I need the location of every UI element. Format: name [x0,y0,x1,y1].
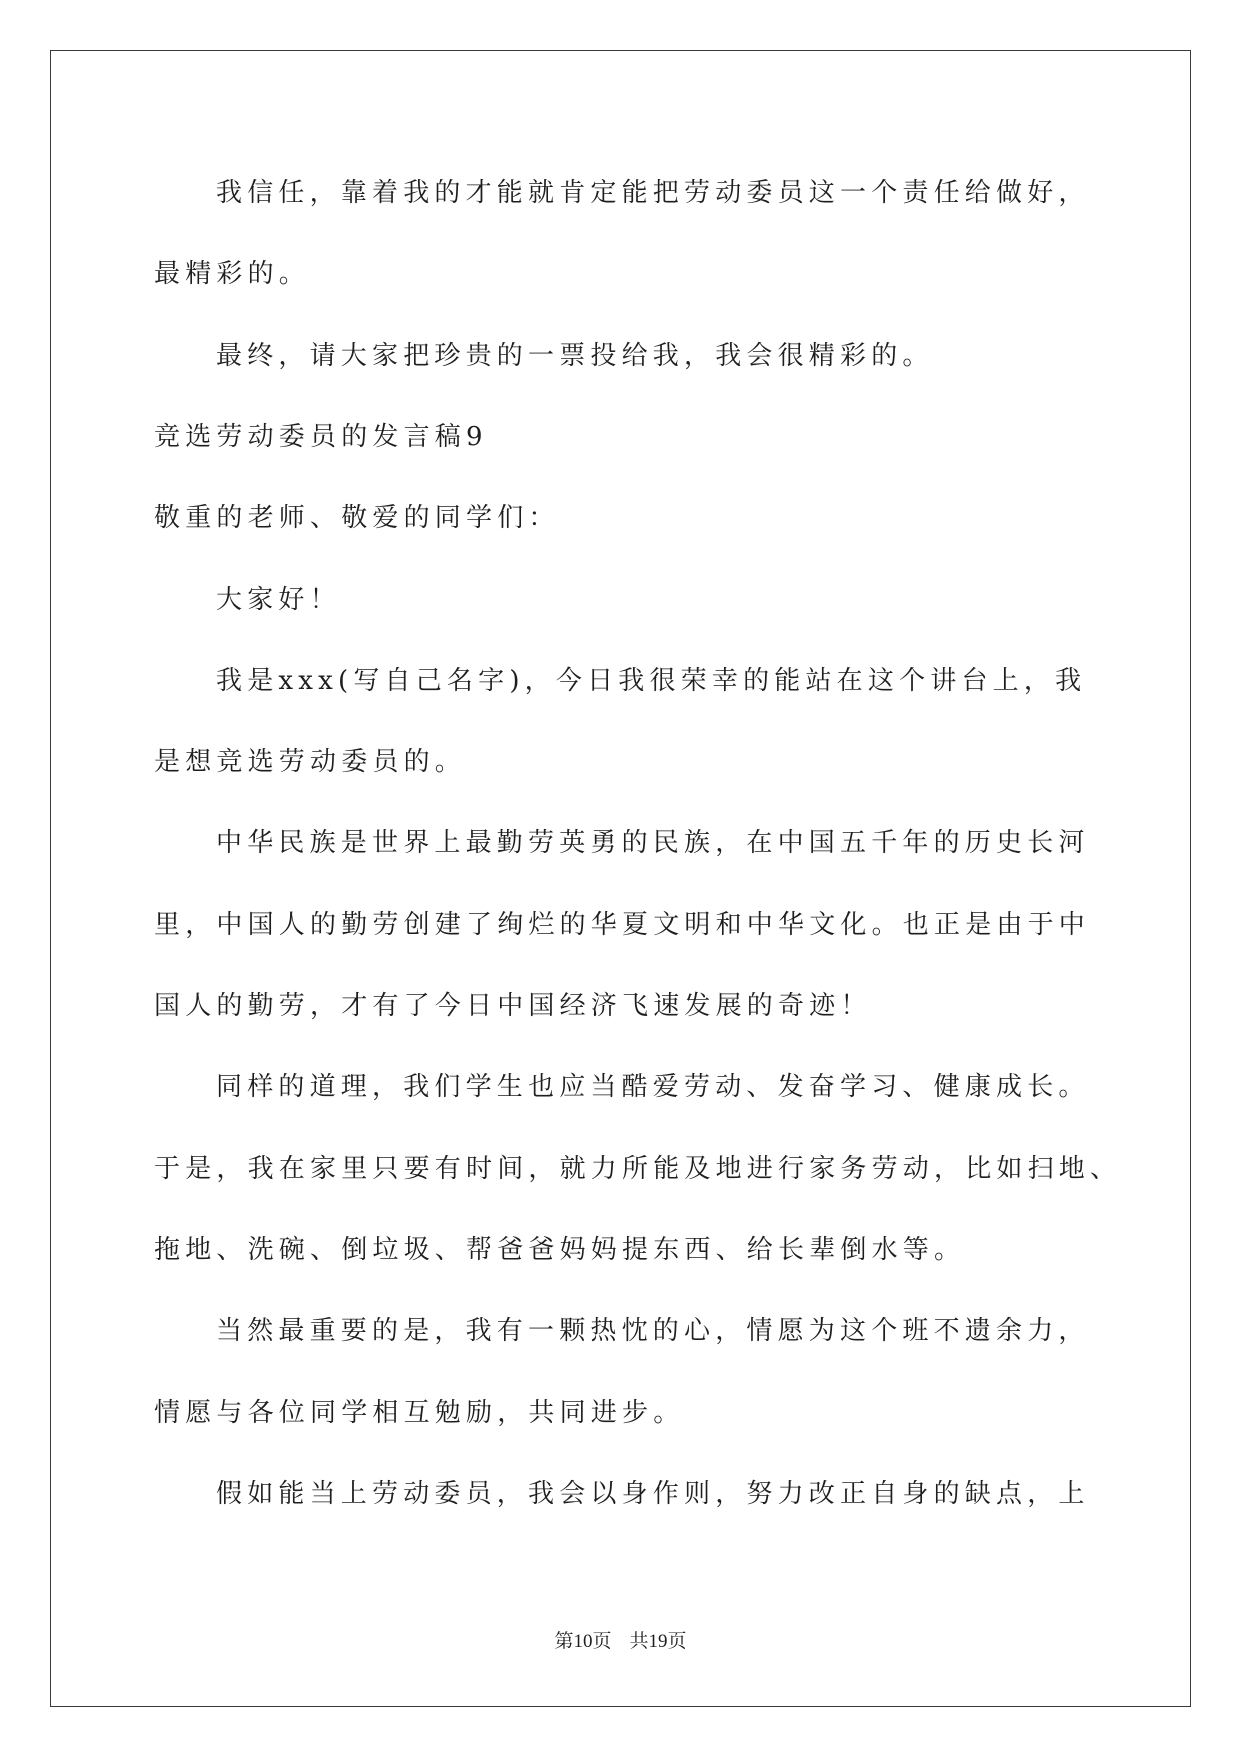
current-page-number: 第10页 [554,1631,612,1652]
paragraph-line: 里，中国人的勤劳创建了绚烂的华夏文明和中华文化。也正是由于中 [154,910,1091,940]
paragraph-line: 我是xxx(写自己名字)，今日我很荣幸的能站在这个讲台上，我 [216,666,1087,696]
paragraph-line: 中华民族是世界上最勤劳英勇的民族，在中国五千年的历史长河 [216,828,1090,858]
total-page-count: 共19页 [629,1631,687,1652]
paragraph-line: 最精彩的。 [154,259,311,289]
paragraph-line: 是想竞选劳动委员的。 [154,747,467,777]
paragraph-line: 假如能当上劳动委员，我会以身作则，努力改正自身的缺点，上 [216,1479,1090,1509]
page-footer [0,1630,1241,1654]
paragraph-line: 国人的勤劳，才有了今日中国经济飞速发展的奇迹！ [154,991,872,1021]
salutation: 敬重的老师、敬爱的同学们： [154,503,560,533]
paragraph-line: 同样的道理，我们学生也应当酷爱劳动、发奋学习、健康成长。 [216,1072,1090,1102]
paragraph-line: 当然最重要的是，我有一颗热忱的心，情愿为这个班不遗余力， [216,1316,1090,1346]
section-title: 竞选劳动委员的发言稿9 [154,422,488,452]
paragraph-line: 大家好！ [216,585,341,615]
paragraph-line: 最终，请大家把珍贵的一票投给我，我会很精彩的。 [216,341,934,371]
paragraph-line: 拖地、洗碗、倒垃圾、帮爸爸妈妈提东西、给长辈倒水等。 [154,1235,966,1265]
paragraph-line: 情愿与各位同学相互勉励，共同进步。 [154,1398,685,1428]
paragraph-line: 于是，我在家里只要有时间，就力所能及地进行家务劳动，比如扫地、 [154,1154,1122,1184]
paragraph-line: 我信任，靠着我的才能就肯定能把劳动委员这一个责任给做好， [216,178,1090,208]
